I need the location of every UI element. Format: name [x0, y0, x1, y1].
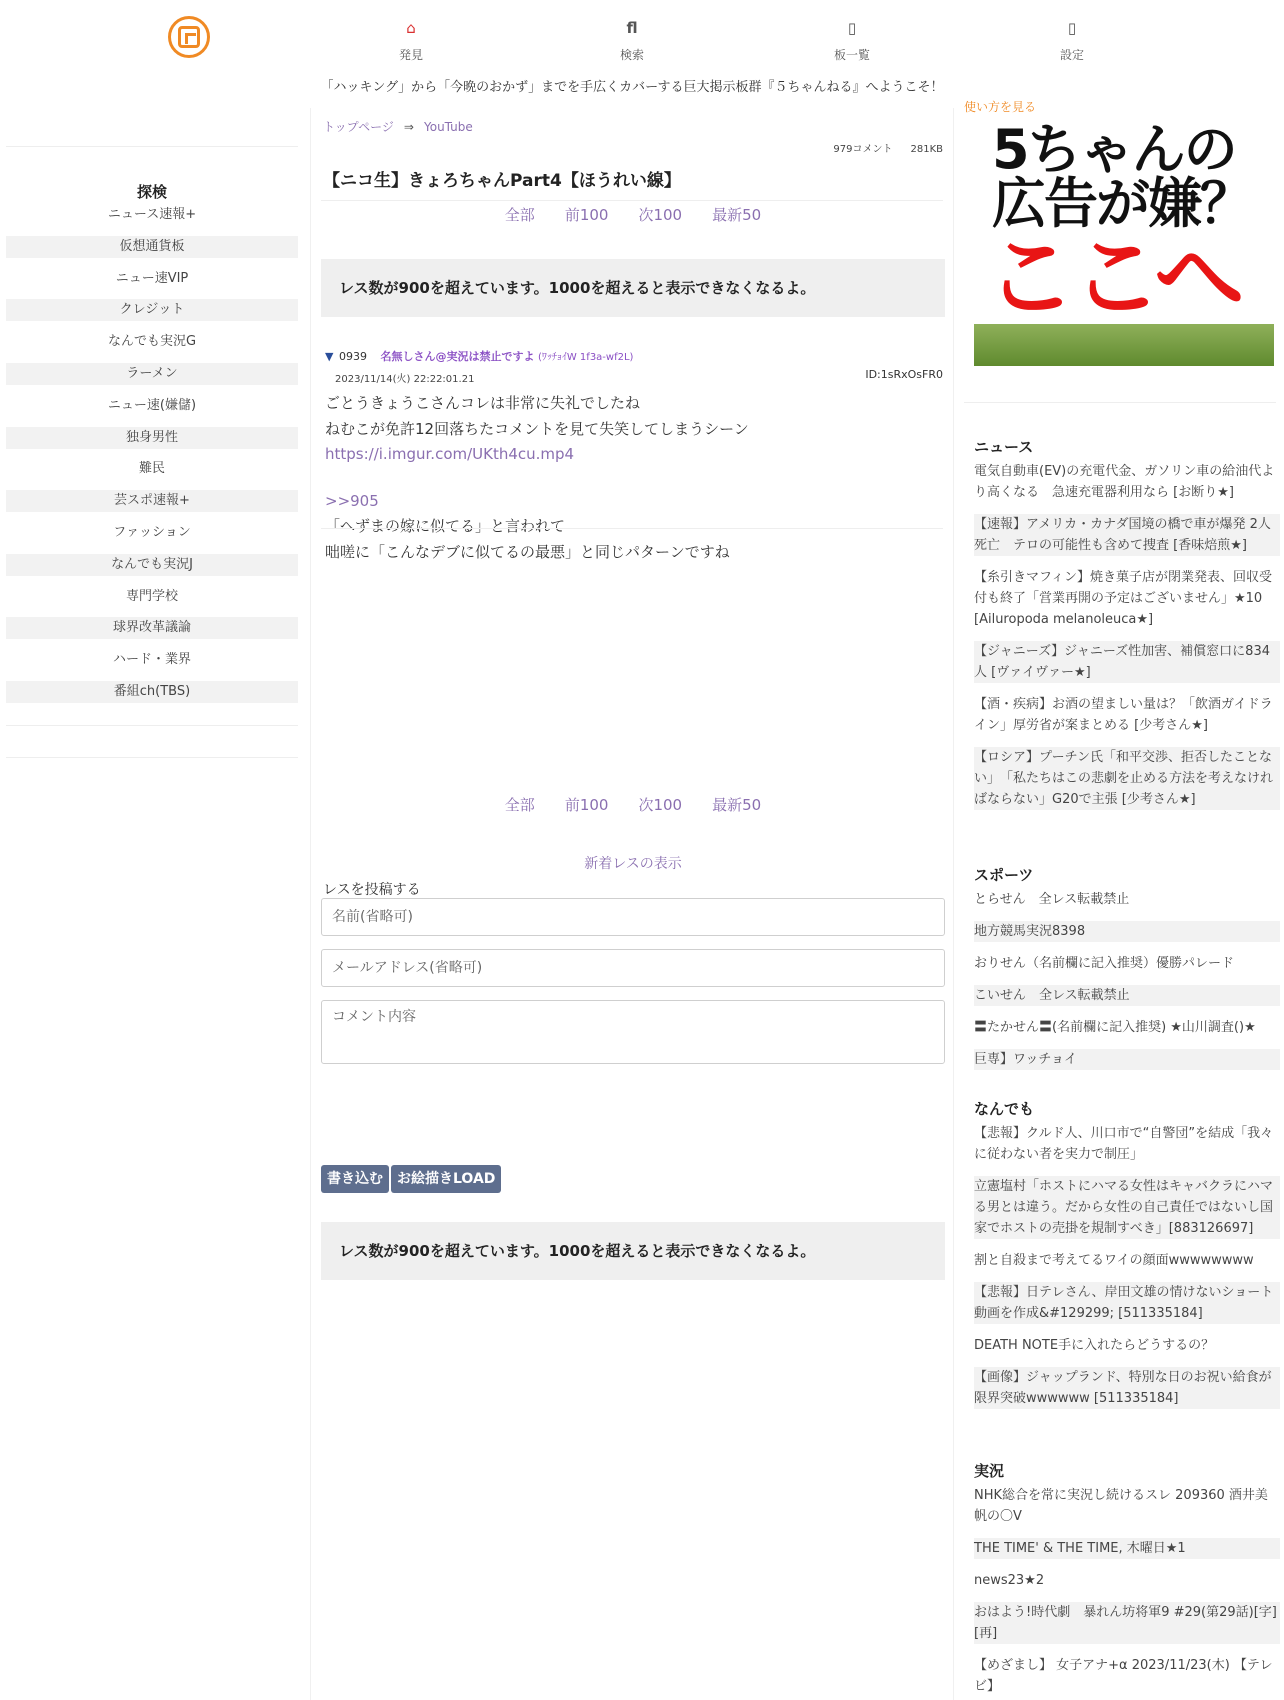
thread-link[interactable]	[974, 1602, 1280, 1655]
sidebar-item-label: クレジット	[6, 299, 298, 321]
explore-icon: ⌂	[406, 19, 416, 37]
thread-link[interactable]	[974, 1250, 1280, 1282]
thread-link-label: おりせん（名前欄に記入推奨）優勝パレード	[974, 956, 1235, 971]
oekaki-button[interactable]: お絵描きLOAD	[391, 1165, 501, 1193]
thread-link-label: 〓たかせん〓(名前欄に記入推奨) ★山川調査()★	[974, 1020, 1256, 1035]
sidebar-item-label: ラーメン	[6, 363, 298, 385]
sidebar-item[interactable]	[6, 361, 298, 393]
jikkyo-list	[974, 1485, 1280, 1700]
thread-link[interactable]	[974, 1570, 1280, 1602]
breadcrumb	[323, 118, 473, 135]
sidebar-item-label: 独身男性	[6, 427, 298, 449]
thread-link[interactable]	[974, 921, 1280, 953]
thread-link[interactable]	[974, 1335, 1280, 1367]
divider	[321, 528, 943, 529]
sidebar-item[interactable]	[6, 679, 298, 711]
nav-label: 検索	[619, 48, 644, 62]
sidebar-item-label: なんでも実況G	[107, 334, 197, 350]
howto-link[interactable]: 使い方を見る	[964, 100, 1037, 114]
comment-count: 979コメント	[833, 144, 893, 155]
post-date: 2023/11/14(火) 22:22:01.21	[335, 374, 475, 385]
pager-next[interactable]: 次100	[638, 206, 683, 224]
thread-link-label: 巨専】ワッチョイ	[974, 1049, 1280, 1070]
email-field[interactable]: メールアドレス(省略可)	[321, 949, 945, 987]
warning-banner: レス数が900を超えています。1000を超えると表示できなくなるよ。	[321, 259, 945, 317]
news-list	[974, 461, 1280, 821]
sidebar-item[interactable]	[6, 393, 298, 425]
submit-button[interactable]: 書き込む	[321, 1165, 389, 1193]
thread-link[interactable]	[974, 1367, 1280, 1420]
sidebar-item[interactable]	[6, 584, 298, 616]
thread-link-label: とらせん 全レス転載禁止	[974, 892, 1130, 907]
comment-field[interactable]: コメント内容	[321, 1000, 945, 1064]
nav-label: 設定	[1059, 48, 1084, 62]
sports-list	[974, 889, 1280, 1081]
sidebar-item-label: 球界改革議論	[6, 617, 298, 639]
thread-link[interactable]	[974, 985, 1280, 1017]
sidebar-item-label: 仮想通貨板	[6, 236, 298, 258]
nandemo-list	[974, 1123, 1280, 1420]
sidebar-item[interactable]	[6, 615, 298, 647]
pager-top	[311, 204, 955, 225]
thread-link[interactable]	[974, 747, 1280, 821]
thread-link-label: 【酒・疾病】お酒の望ましい量は？「飲酒ガイドライン」厚労省が案まとめる [少考さん★]	[974, 697, 1273, 733]
thread-link[interactable]	[974, 514, 1280, 567]
ad-text: 広告が嫌？	[992, 172, 1252, 235]
post-form-label: レスを投稿する	[323, 882, 421, 898]
thread-link[interactable]	[974, 1538, 1280, 1570]
name-field[interactable]: 名前(省略可)	[321, 898, 945, 936]
pager-all[interactable]: 全部	[504, 206, 535, 224]
pager-bottom	[311, 794, 955, 815]
thread-link[interactable]	[974, 1655, 1280, 1700]
section-title-nandemo: なんでも	[974, 1100, 1035, 1118]
thread-link-label: NHK総合を常に実況し続けるスレ 209360 酒井美帆の〇V	[974, 1488, 1268, 1524]
post-id[interactable]: ID:1sRxOsFR0	[865, 368, 943, 381]
thread-link[interactable]	[974, 1282, 1280, 1335]
pager-prev[interactable]: 前100	[564, 796, 609, 814]
sidebar-item-label: 番組ch(TBS)	[6, 681, 298, 703]
divider	[6, 725, 298, 726]
ad-banner[interactable]	[974, 122, 1274, 366]
post-link[interactable]: https://i.imgur.com/UKth4cu.mp4	[325, 445, 575, 463]
thread-link-label: 地方競馬実況8398	[974, 921, 1280, 942]
thread-link-label: 【悲報】日テレさん、岸田文雄の情けないショート動画を作成&#129299; [511335184]	[974, 1282, 1280, 1324]
post-body	[325, 391, 945, 565]
sidebar-item[interactable]	[6, 266, 298, 298]
thread-link-label: 【速報】アメリカ・カナダ国境の橋で車が爆発 2人死亡 テロの可能性も含めて捜査 [香味焙煎★]	[974, 514, 1280, 556]
board-list	[6, 202, 298, 711]
warning-banner: レス数が900を超えています。1000を超えると表示できなくなるよ。	[321, 1222, 945, 1280]
sidebar-item-label: 専門学校	[125, 588, 178, 604]
sidebar-item[interactable]	[6, 456, 298, 488]
nav-discover[interactable]	[351, 18, 471, 63]
thread-link-label: 立憲塩村「ホストにハマる女性はキャバクラにハマる男とは違う。だから女性の自己責任ではないし国家でホストの売掛を規制すべき」[883126697]	[974, 1176, 1280, 1239]
sidebar-item-label: 難民	[138, 461, 165, 477]
section-title-jikkyo: 実況	[974, 1462, 1005, 1480]
thread-link-label: news23★2	[974, 1573, 1045, 1588]
nav-settings[interactable]	[1012, 18, 1132, 63]
thread-link[interactable]	[974, 1176, 1280, 1250]
sidebar-item[interactable]	[6, 234, 298, 266]
thread-meta	[815, 140, 943, 155]
left-sidebar	[6, 146, 298, 758]
nav-search[interactable]	[572, 18, 692, 63]
thread-link-label: THE TIME' & THE TIME, 木曜日★1	[974, 1538, 1280, 1559]
search-icon: fl	[626, 19, 638, 37]
thread-link[interactable]	[974, 1485, 1280, 1538]
nav-label: 発見	[398, 48, 423, 62]
sidebar-item[interactable]	[6, 647, 298, 679]
nav-boards[interactable]	[792, 18, 912, 63]
sidebar-item[interactable]	[6, 329, 298, 361]
pager-next[interactable]: 次100	[638, 796, 683, 814]
thread-link-label: 【悲報】クルド人、川口市で“自警団”を結成「我々に従わない者を実力で制圧」	[974, 1126, 1274, 1162]
breadcrumb-board[interactable]: YouTube	[423, 120, 473, 134]
post-line: ごとうきょうこさんコレは非常に失礼でしたね	[325, 394, 641, 412]
thread-main	[310, 108, 954, 1700]
sidebar-item[interactable]	[6, 488, 298, 520]
divider	[6, 146, 298, 147]
thread-size: 281KB	[910, 144, 943, 155]
post	[325, 348, 945, 565]
breadcrumb-top[interactable]: トップページ	[323, 120, 394, 134]
pager-latest[interactable]: 最新50	[712, 796, 762, 814]
thread-link-label: 【めざまし】 女子アナ+α 2023/11/23(木) 【テレビ】	[974, 1658, 1273, 1694]
settings-icon: ▯	[1067, 19, 1077, 37]
thread-link[interactable]	[974, 1049, 1280, 1081]
thread-link[interactable]	[974, 641, 1280, 694]
thread-link[interactable]	[974, 567, 1280, 641]
thread-link-label: おはよう!時代劇 暴れん坊将軍9 #29(第29話)[字][再]	[974, 1602, 1280, 1644]
sidebar-item-label: ファッション	[113, 524, 191, 540]
divider	[964, 402, 1276, 403]
ad-text: 5ちゃんの	[992, 122, 1236, 181]
sidebar-title: 探検	[136, 183, 167, 201]
reply-anchor[interactable]: >>905	[325, 491, 379, 510]
sidebar-item-label: ハード・業界	[112, 652, 191, 668]
pager-latest[interactable]: 最新50	[712, 206, 762, 224]
new-replies-link[interactable]: 新着レスの表示	[584, 856, 682, 872]
thread-link[interactable]	[974, 694, 1280, 747]
poster-name: 名無しさん@実況は禁止ですよ	[380, 350, 535, 363]
divider	[6, 757, 298, 758]
collapse-icon[interactable]: ▼	[325, 350, 334, 363]
thread-link[interactable]	[974, 461, 1280, 514]
sidebar-item[interactable]	[6, 520, 298, 552]
post-header	[325, 348, 945, 364]
site-tagline: 「ハッキング」から「今晩のおかず」までを手広くカバーする巨大掲示板群『５ちゃんねる』へようこそ！	[320, 80, 944, 95]
thread-link-label: こいせん 全レス転載禁止	[974, 985, 1280, 1006]
poster-trip: (ﾜｯﾁｮｲW 1f3a-wf2L)	[537, 352, 634, 363]
thread-link[interactable]	[974, 889, 1280, 921]
post-line: 咄嗟に「こんなデブに似てるの最悪」と同じパターンですね	[325, 542, 730, 561]
pager-prev[interactable]: 前100	[564, 206, 609, 224]
section-title-sports: スポーツ	[974, 866, 1034, 884]
thread-title: 【ニコ生】きょろちゃんPart4【ほうれい線】	[323, 171, 681, 191]
sidebar-item[interactable]	[6, 202, 298, 234]
sidebar-item[interactable]	[6, 425, 298, 457]
thread-link-label: DEATH NOTE手に入れたらどうするの？	[974, 1338, 1215, 1353]
sidebar-item-label: なんでも実況J	[6, 554, 298, 576]
section-title-news: ニュース	[974, 438, 1034, 456]
ad-text: ここへ	[986, 225, 1241, 330]
spacer	[325, 468, 945, 489]
sidebar-item-label: ニュー速(嫌儲)	[107, 397, 197, 413]
sidebar-item-label: 芸スポ速報+	[6, 490, 298, 512]
post-number[interactable]: 0939	[338, 350, 367, 363]
divider	[321, 200, 943, 201]
list-icon: ▯	[847, 19, 857, 37]
post-line: ねむこが免許12回落ちたコメントを見て失笑してしまうシーン	[325, 419, 749, 438]
post-line: 「へずまの嫁に似てる」と言われて	[325, 517, 566, 535]
sidebar-item-label: ニュー速VIP	[115, 270, 189, 286]
thread-link-label: 【画像】ジャップランド、特別な日のお祝い給食が限界突破wwwwww [511335184]	[974, 1367, 1280, 1409]
top-nav	[0, 18, 1284, 68]
breadcrumb-arrow: ⇒	[403, 120, 414, 134]
ad-grass-image	[974, 324, 1274, 366]
nav-label: 板一覧	[833, 48, 870, 62]
thread-link-label: 【ジャニーズ】ジャニーズ性加害、補償窓口に834人 [ヴァイヴァー★]	[974, 641, 1280, 683]
thread-link-label: 【糸引きマフィン】焼き菓子店が閉業発表、回収受付も終了「営業再開の予定はございません」★10 [Ailuropoda melanoleuca★]	[974, 570, 1272, 627]
sidebar-item[interactable]	[6, 552, 298, 584]
thread-link[interactable]	[974, 953, 1280, 985]
sidebar-item-label: ニュース速報+	[107, 207, 197, 222]
thread-link[interactable]	[974, 1123, 1280, 1176]
thread-link-label: 電気自動車(EV)の充電代金、ガソリン車の給油代より高くなる 急速充電器利用なら [お断り★]	[974, 464, 1275, 500]
sidebar-item[interactable]	[6, 297, 298, 329]
thread-link-label: 割と自殺まで考えてるワイの顔面wwwwwwww	[974, 1253, 1254, 1268]
thread-link-label: 【ロシア】プーチン氏「和平交渉、拒否したことない」 「私たちはこの悲劇を止める方法を考えなければならない」G20で主張 [少考さん★]	[974, 747, 1280, 810]
thread-link[interactable]	[974, 1017, 1280, 1049]
pager-all[interactable]: 全部	[504, 796, 535, 814]
